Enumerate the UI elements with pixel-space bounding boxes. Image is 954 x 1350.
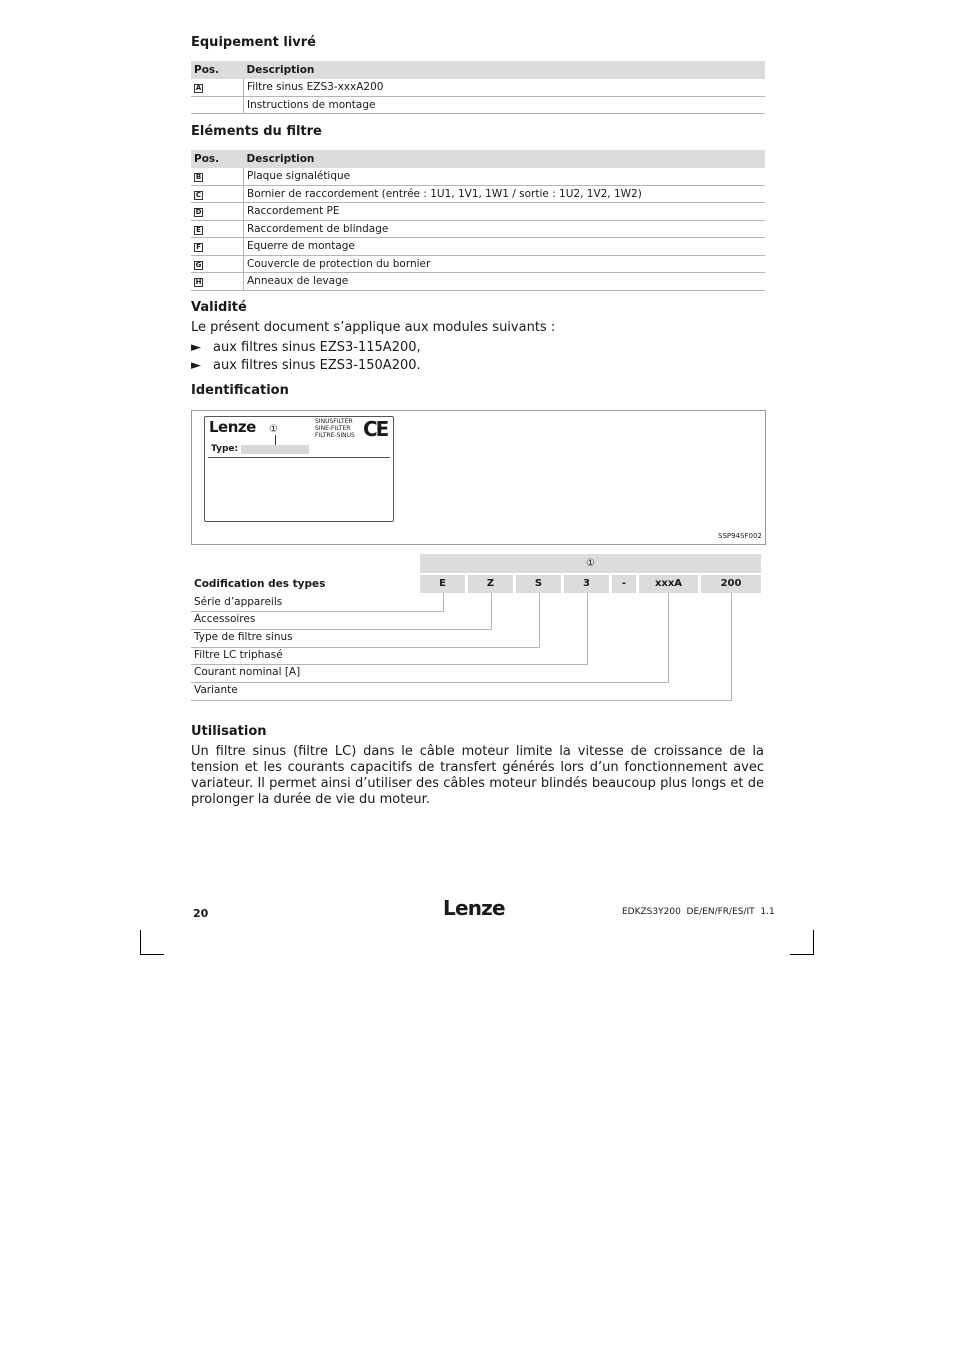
crop-mark — [140, 930, 141, 954]
page-number: 20 — [193, 907, 209, 920]
table-cell: Raccordement de blindage — [244, 220, 766, 238]
section-title-elements: Eléments du filtre — [191, 124, 322, 139]
connector-line — [587, 593, 588, 665]
pos-marker: C — [195, 190, 202, 199]
pos-marker: D — [195, 208, 202, 217]
connector-line — [731, 593, 732, 701]
pos-marker: H — [195, 278, 202, 287]
filter-name-line: SINE-FILTER — [315, 425, 351, 432]
connector-line — [191, 611, 444, 612]
elements-table — [191, 150, 765, 291]
col-header-pos: Pos. — [191, 150, 244, 168]
label-divider — [208, 457, 390, 458]
table-row — [191, 203, 765, 221]
code-cell: S — [516, 575, 561, 593]
codification-row-label: Série d’appareils — [194, 596, 283, 608]
code-cell: Z — [468, 575, 513, 593]
col-header-pos: Pos. — [191, 61, 244, 79]
pos-marker: A — [195, 84, 202, 93]
codification-row-label: Filtre LC triphasé — [194, 649, 283, 661]
table-cell: Couvercle de protection du bornier — [244, 255, 766, 273]
code-cell: - — [612, 575, 636, 593]
ce-mark: CE — [363, 417, 388, 441]
table-cell: Equerre de montage — [244, 238, 766, 256]
equipment-table — [191, 61, 765, 114]
connector-line — [191, 700, 732, 701]
filter-name-line: FILTRE-SINUS — [315, 432, 355, 439]
nameplate — [204, 416, 394, 522]
code-cell: 200 — [701, 575, 761, 593]
pos-marker: G — [195, 260, 202, 269]
table-row — [191, 96, 765, 114]
code-cell: xxxA — [639, 575, 698, 593]
arrow-bullet-icon: ► — [191, 358, 201, 373]
codification-title: Codification des types — [194, 578, 326, 590]
connector-line — [191, 664, 588, 665]
col-header-description: Description — [244, 61, 766, 79]
connector-line — [443, 593, 444, 612]
section-title-identification: Identification — [191, 383, 289, 398]
list-item-text: aux filtres sinus EZS3-150A200. — [213, 358, 421, 373]
connector-line — [191, 647, 540, 648]
table-cell: Anneaux de levage — [244, 273, 766, 291]
pos-marker: B — [195, 173, 202, 182]
table-cell: Raccordement PE — [244, 203, 766, 221]
crop-mark — [790, 954, 814, 955]
table-row — [191, 168, 765, 185]
pos-marker: F — [194, 243, 203, 252]
codification-row-label: Variante — [194, 684, 238, 696]
pos-marker: E — [194, 226, 203, 235]
col-header-description: Description — [244, 150, 766, 168]
utilisation-text: Un filtre sinus (filtre LC) dans le câble moteur limite la vitesse de croissance de la tension et les courants capacitifs de transfert générés lors d’un fonctionnement avec variateur. Il permet ainsi d’utiliser des câbles moteur blindés beaucoup plus longs et de prolonger la durée de vie du moteur. — [191, 744, 764, 807]
connector-line — [191, 682, 669, 683]
filter-names — [315, 418, 355, 439]
connector-line — [539, 593, 540, 648]
type-label: Type: — [211, 444, 239, 454]
code-cell: E — [420, 575, 465, 593]
codification-header — [420, 554, 761, 573]
callout-marker: ① — [586, 558, 595, 569]
footer-lenze-logo: Lenze — [443, 896, 505, 920]
crop-mark — [140, 954, 164, 955]
arrow-bullet-icon: ► — [191, 340, 201, 355]
table-cell: Filtre sinus EZS3-xxxA200 — [244, 79, 766, 96]
validity-intro: Le présent document s’applique aux modules suivants : — [191, 320, 556, 335]
lenze-logo: Lenze — [209, 418, 256, 436]
table-row — [191, 238, 765, 256]
connector-line — [491, 593, 492, 630]
table-row — [191, 79, 765, 96]
table-cell: Instructions de montage — [244, 96, 766, 114]
table-row — [191, 220, 765, 238]
codification-row-label: Courant nominal [A] — [194, 666, 301, 678]
table-row — [191, 255, 765, 273]
connector-line — [191, 629, 492, 630]
table-row — [191, 185, 765, 203]
table-cell: Plaque signalétique — [244, 168, 766, 185]
list-item — [191, 358, 421, 373]
section-title-validity: Validité — [191, 300, 247, 315]
crop-mark — [813, 930, 814, 954]
codification-row-label: Accessoires — [194, 613, 256, 625]
filter-name-line: SINUSFILTER — [315, 418, 353, 425]
table-row — [191, 273, 765, 291]
type-field — [241, 445, 309, 454]
section-title-equipment: Equipement livré — [191, 35, 316, 50]
list-item — [191, 340, 421, 355]
list-item-text: aux filtres sinus EZS3-115A200, — [213, 340, 421, 355]
codification-row-label: Type de filtre sinus — [194, 631, 293, 643]
code-cell: 3 — [564, 575, 609, 593]
table-cell: Bornier de raccordement (entrée : 1U1, 1V1, 1W1 / sortie : 1U2, 1V2, 1W2) — [244, 185, 766, 203]
connector-line — [668, 593, 669, 683]
figure-code: SSP94SF002 — [718, 532, 762, 540]
document-code: EDKZS3Y200 DE/EN/FR/ES/IT 1.1 — [622, 907, 775, 917]
callout-marker: ① — [269, 424, 278, 435]
section-title-utilisation: Utilisation — [191, 724, 267, 739]
